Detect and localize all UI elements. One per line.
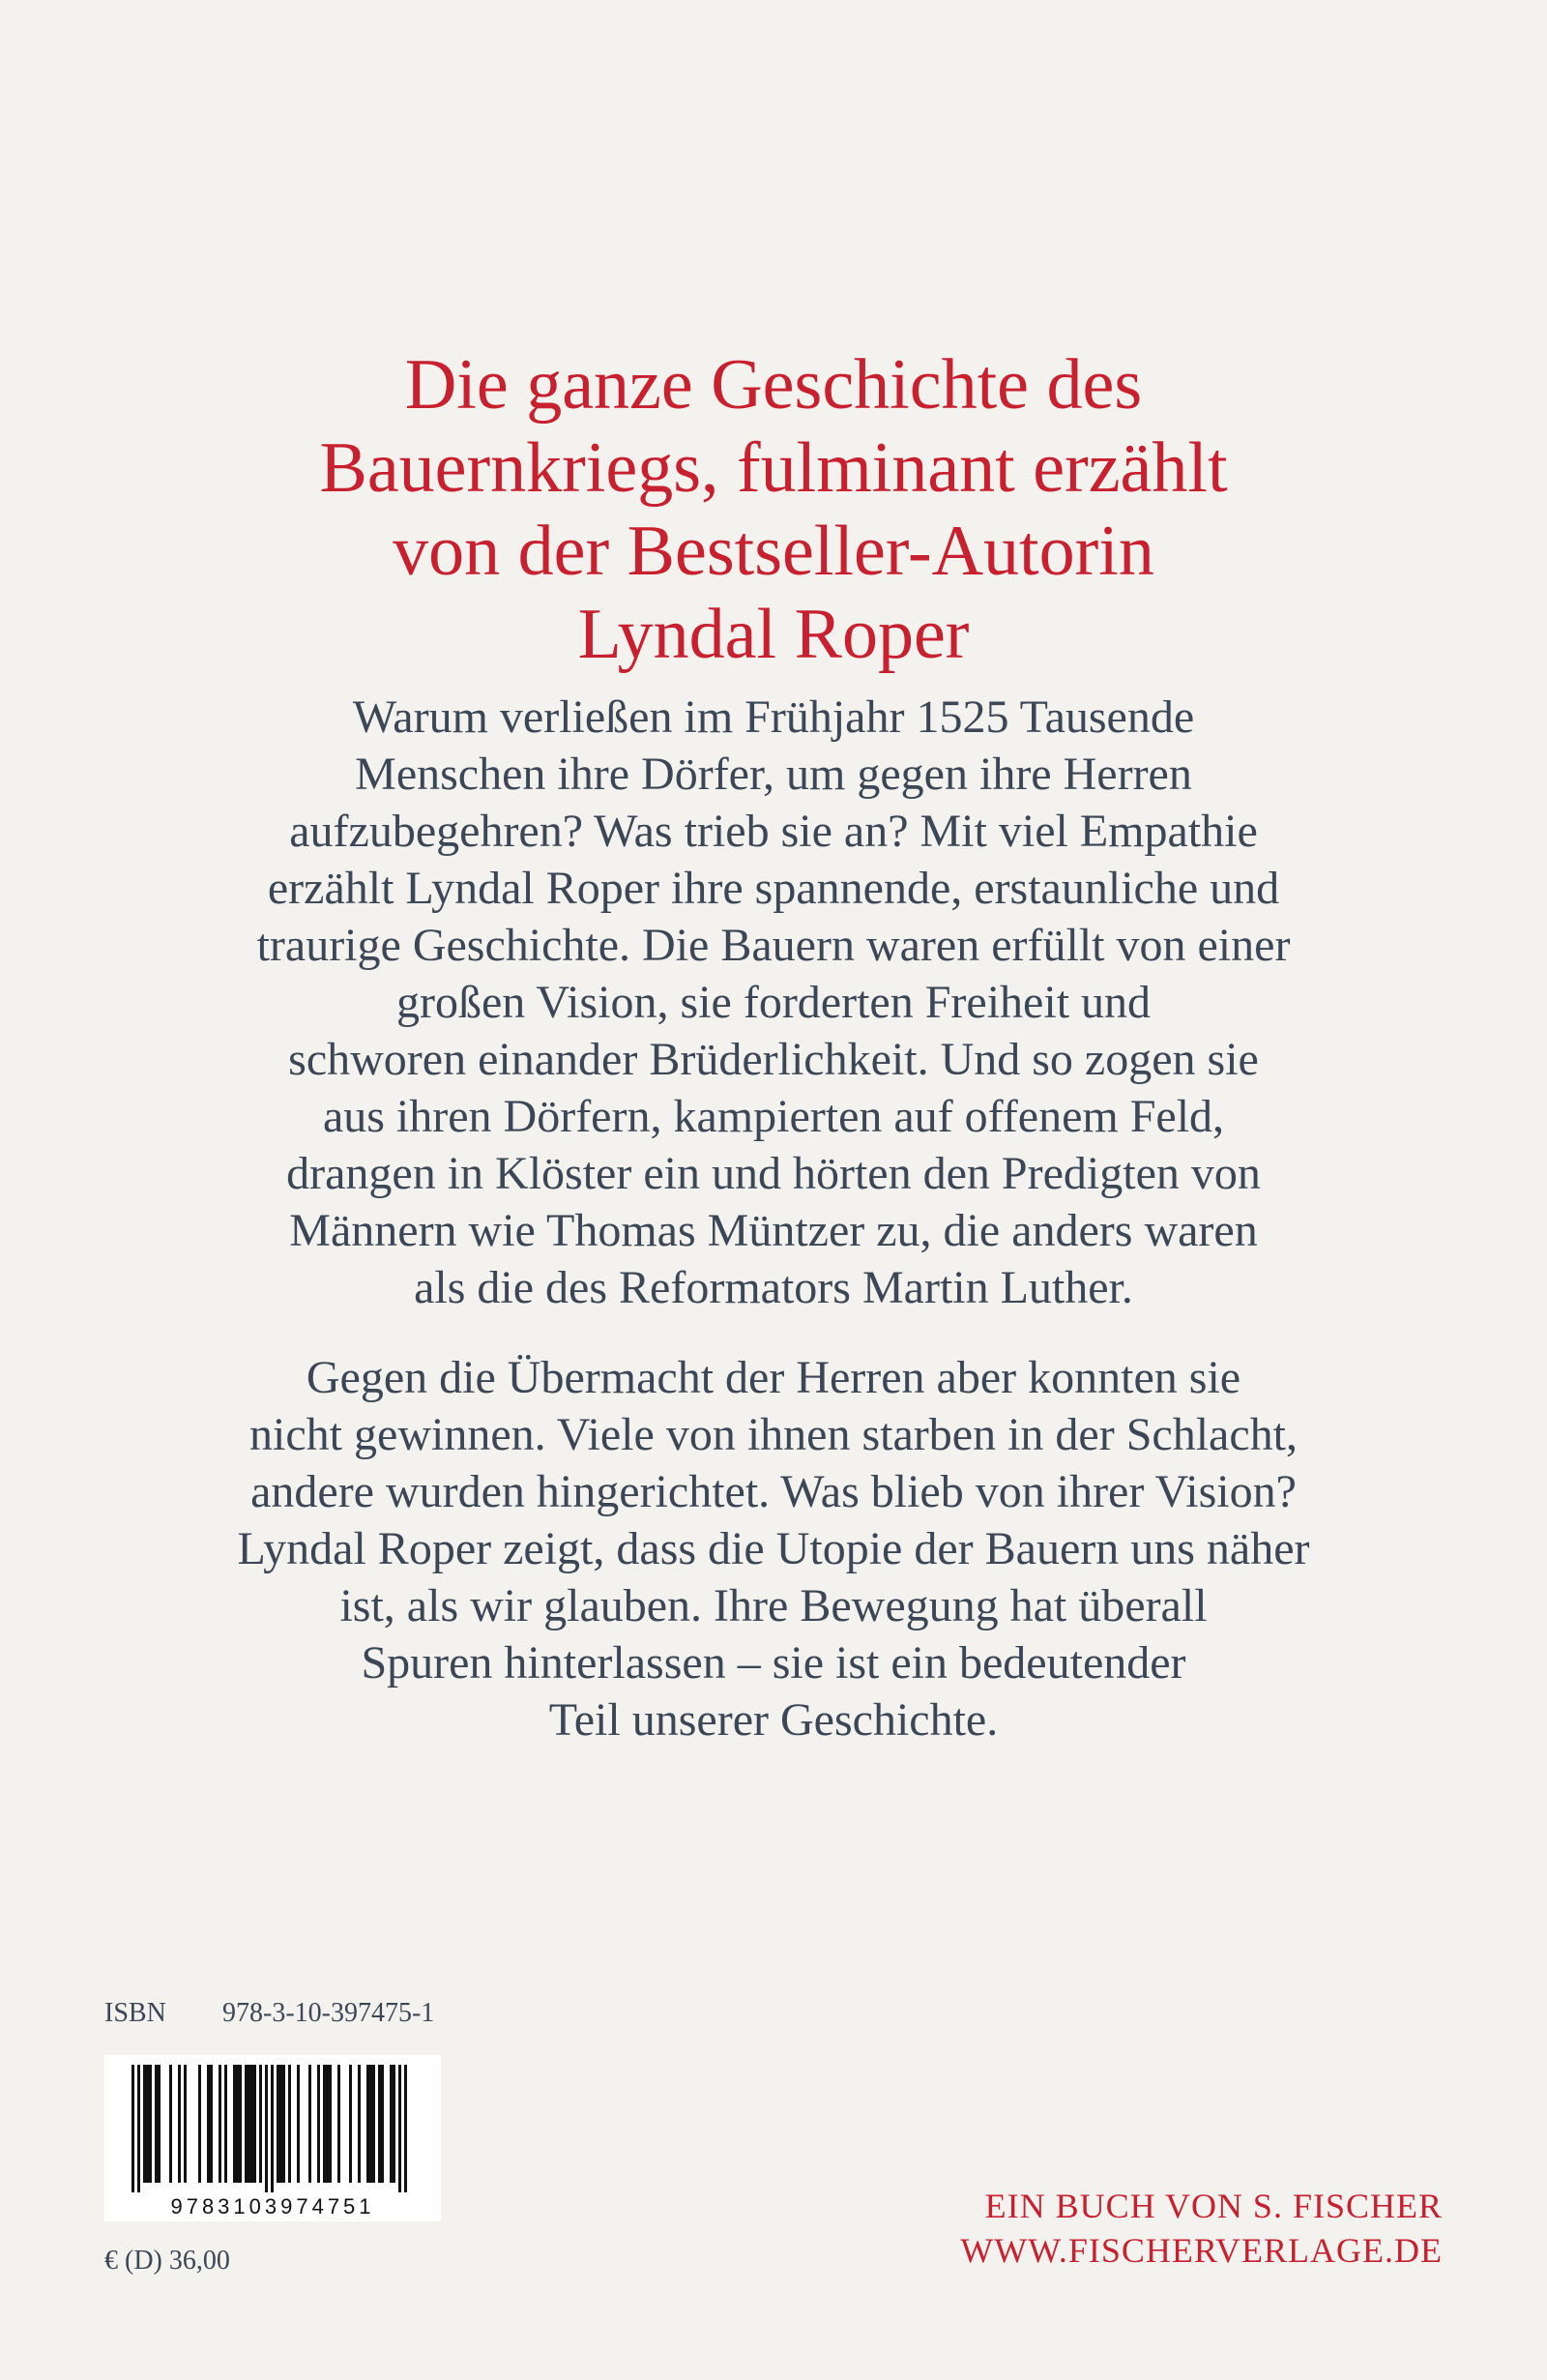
barcode-bar <box>210 2065 213 2183</box>
barcode-bar <box>349 2065 352 2183</box>
barcode-bar <box>323 2065 326 2183</box>
barcode-bar <box>233 2065 236 2183</box>
barcode-bar <box>158 2065 161 2183</box>
headline-line: Die ganze Geschichte des <box>404 345 1143 425</box>
barcode-bar <box>149 2065 152 2183</box>
barcode-bar <box>271 2065 274 2192</box>
blurb-line: andere wurden hingerichtet. Was blieb von ihrer Vision? <box>250 1466 1297 1517</box>
barcode-bar <box>131 2065 134 2192</box>
barcode-bar <box>369 2065 372 2183</box>
blurb-line: als die des Reformators Martin Luther. <box>414 1262 1133 1313</box>
barcode-bar <box>253 2065 256 2183</box>
blurb-line: großen Vision, sie forderten Freiheit und <box>395 977 1152 1028</box>
isbn-number: 978-3-10-397475-1 <box>222 1998 435 2028</box>
barcode-bar <box>207 2065 210 2183</box>
blurb-line: aufzubegehren? Was trieb sie an? Mit viel Empathie <box>289 806 1258 857</box>
barcode-bar <box>178 2065 181 2183</box>
headline-line: von der Bestseller-Autorin <box>393 512 1154 591</box>
barcode-bar <box>337 2065 340 2183</box>
barcode-bar <box>308 2065 311 2183</box>
barcode-bar <box>236 2065 239 2183</box>
barcode-bar <box>372 2065 375 2183</box>
barcode-bar <box>184 2065 187 2183</box>
barcode-digits: 9783103974751 <box>170 2194 375 2218</box>
barcode-bar <box>250 2065 253 2183</box>
blurb-line: drangen in Klöster ein und hörten den Predigten von <box>286 1148 1261 1199</box>
blurb-line: Männern wie Thomas Müntzer zu, die anders waren <box>289 1205 1258 1256</box>
headline <box>0 343 1547 676</box>
barcode-bar <box>259 2065 262 2183</box>
barcode-bar <box>198 2065 201 2183</box>
barcode-bar <box>381 2065 384 2183</box>
barcode-bar <box>137 2065 140 2192</box>
blurb-paragraph-1 <box>0 689 1547 1316</box>
blurb-line: Warum verließen im Frühjahr 1525 Tausende <box>352 691 1195 743</box>
blurb-line: Spuren hinterlassen – sie ist ein bedeutender <box>361 1637 1186 1689</box>
blurb-line: nicht gewinnen. Viele von ihnen starben in der Schlacht, <box>249 1409 1298 1460</box>
barcode-bar <box>239 2065 242 2183</box>
barcode-bar <box>224 2065 227 2183</box>
publisher-name: EIN BUCH VON S. FISCHER <box>984 2187 1443 2225</box>
barcode-bar <box>219 2065 221 2183</box>
barcode-bar <box>393 2065 395 2183</box>
headline-line: Bauernkriegs, fulminant erzählt <box>319 428 1228 508</box>
barcode-bar <box>288 2065 291 2183</box>
isbn-label: ISBN <box>104 1998 166 2028</box>
price: € (D) 36,00 <box>104 2246 230 2276</box>
blurb-line: aus ihren Dörfern, kampierten auf offenem Feld, <box>322 1091 1225 1142</box>
barcode-bar <box>398 2065 401 2192</box>
barcode-bar <box>279 2065 282 2183</box>
barcode-bar <box>366 2065 369 2183</box>
blurb-line: Gegen die Übermacht der Herren aber konnten sie <box>306 1352 1241 1403</box>
barcode-bar <box>404 2065 407 2192</box>
blurb-line: schworen einander Brüderlichkeit. Und so zogen sie <box>288 1034 1259 1085</box>
barcode-bar <box>297 2065 300 2183</box>
barcode-bar <box>390 2065 393 2183</box>
barcode-graphic <box>104 2055 441 2221</box>
blurb-line: Lyndal Roper zeigt, dass die Utopie der Bauern uns näher <box>237 1523 1310 1574</box>
blurb-paragraph-2 <box>0 1349 1547 1748</box>
barcode-bar <box>248 2065 250 2183</box>
blurb-line: traurige Geschichte. Die Bauern waren erfüllt von einer <box>256 920 1291 971</box>
blurb-line: Teil unserer Geschichte. <box>548 1694 999 1746</box>
barcode-bar <box>155 2065 158 2183</box>
barcode-bar <box>169 2065 172 2183</box>
barcode-bar <box>282 2065 285 2183</box>
barcode-bar <box>329 2065 332 2183</box>
blurb-line: erzählt Lyndal Roper ihre spannende, erstaunliche und <box>267 863 1280 914</box>
barcode-bar <box>146 2065 149 2183</box>
publisher-imprint <box>960 2184 1443 2273</box>
barcode-bar <box>317 2065 320 2183</box>
barcode-bar <box>245 2065 248 2183</box>
publisher-website[interactable]: WWW.FISCHERVERLAGE.DE <box>960 2231 1443 2270</box>
barcode-bar <box>143 2065 146 2183</box>
barcode-bar <box>378 2065 381 2183</box>
blurb-line: ist, als wir glauben. Ihre Bewegung hat überall <box>339 1580 1208 1631</box>
blurb-line: Menschen ihre Dörfer, um gegen ihre Herren <box>355 749 1192 800</box>
barcode <box>104 2055 441 2221</box>
barcode-bar <box>265 2065 268 2192</box>
barcode-bar <box>358 2065 361 2183</box>
barcode-bar <box>326 2065 329 2183</box>
headline-line: Lyndal Roper <box>577 595 970 674</box>
barcode-bar <box>277 2065 279 2183</box>
